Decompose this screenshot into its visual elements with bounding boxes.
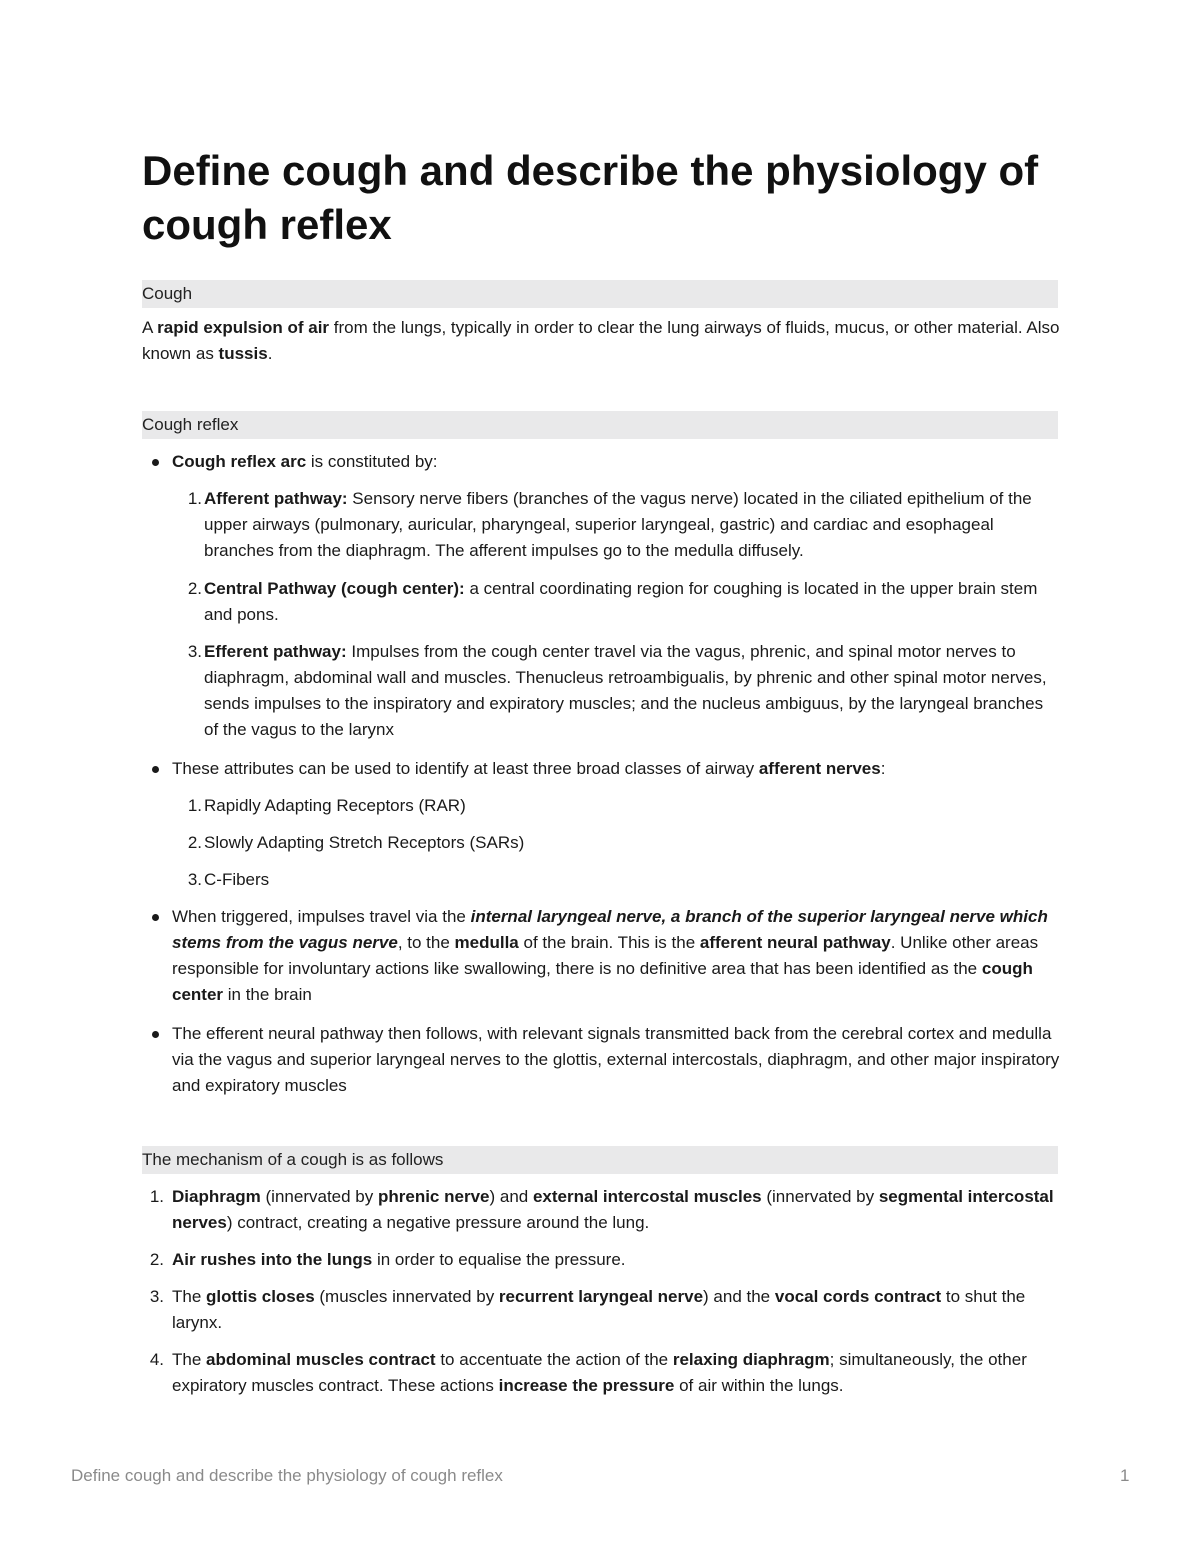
list-item: The efferent neural pathway then follows, with relevant signals transmitted back from the cerebral cortex and medulla via the vagus and superior laryngeal nerves to the glottis, external intercostals, diaphragm, and other major inspiratory and expiratory muscles: [142, 1021, 1060, 1099]
list-item: 2. Slowly Adapting Stretch Receptors (SARs): [187, 833, 525, 852]
list-item: 3. The glottis closes (muscles innervated by recurrent laryngeal nerve) and the vocal cords contract to shut the larynx.: [149, 1287, 1026, 1332]
list-item: 3. C-Fibers: [187, 870, 270, 889]
bullet-icon: [152, 1031, 159, 1038]
bullet-icon: [152, 766, 159, 773]
section-heading-mechanism: The mechanism of a cough is as follows: [142, 1146, 1058, 1174]
list-item: 1. Diaphragm (innervated by phrenic nerve) and external intercostal muscles (innervated by segmental intercostal nerves) contract, creating a negative pressure around the lung.: [149, 1187, 1054, 1232]
list-item: Cough reflex arc is constituted by:: [142, 449, 1060, 475]
cough-definition: A rapid expulsion of air from the lungs, typically in order to clear the lung airways of fluids, mucus, or other material. Also known as tussis.: [142, 318, 1060, 363]
section-heading-cough-reflex: Cough reflex: [142, 411, 1058, 439]
list-item: 1. Afferent pathway: Sensory nerve fibers (branches of the vagus nerve) located in the ciliated epithelium of the upper airways (pulmonary, auricular, pharyngeal, superior laryngeal, gastric) and cardiac and esophageal branches from the diaphragm. The afferent impulses go to the medulla diffusely.: [187, 489, 1032, 560]
list-item: 2. Central Pathway (cough center): a central coordinating region for coughing is located in the upper brain stem and pons.: [187, 579, 1038, 624]
page-title: Define cough and describe the physiology of cough reflex: [142, 147, 1039, 248]
list-item: 2. Air rushes into the lungs in order to equalise the pressure.: [149, 1250, 626, 1269]
list-item: 3. Efferent pathway: Impulses from the cough center travel via the vagus, phrenic, and spinal motor nerves to diaphragm, abdominal wall and muscles. Thenucleus retroambigualis, by phrenic and other spinal motor nerves, sends impulses to the inspiratory and expiratory muscles; and the nucleus ambiguus, by the laryngeal branches of the vagus to the larynx: [187, 642, 1047, 739]
list-item: These attributes can be used to identify at least three broad classes of airway afferent nerves:: [142, 756, 1060, 782]
section-heading-cough: Cough: [142, 280, 1058, 308]
list-item: 4. The abdominal muscles contract to accentuate the action of the relaxing diaphragm; simultaneously, the other expiratory muscles contract. These actions increase the pressure of air within the lungs.: [149, 1350, 1027, 1395]
list-item: 1. Rapidly Adapting Receptors (RAR): [187, 796, 466, 815]
list-item: When triggered, impulses travel via the internal laryngeal nerve, a branch of the superior laryngeal nerve which stems from the vagus nerve, to the medulla of the brain. This is the afferent neural pathway. Unlike other areas responsible for involuntary actions like swallowing, there is no definitive area that has been identified as the cough center in the brain: [142, 904, 1060, 1008]
page-number: 1: [1120, 1466, 1130, 1485]
bullet-icon: [152, 459, 159, 466]
bullet-icon: [152, 914, 159, 921]
footer-title: Define cough and describe the physiology of cough reflex: [71, 1466, 503, 1485]
